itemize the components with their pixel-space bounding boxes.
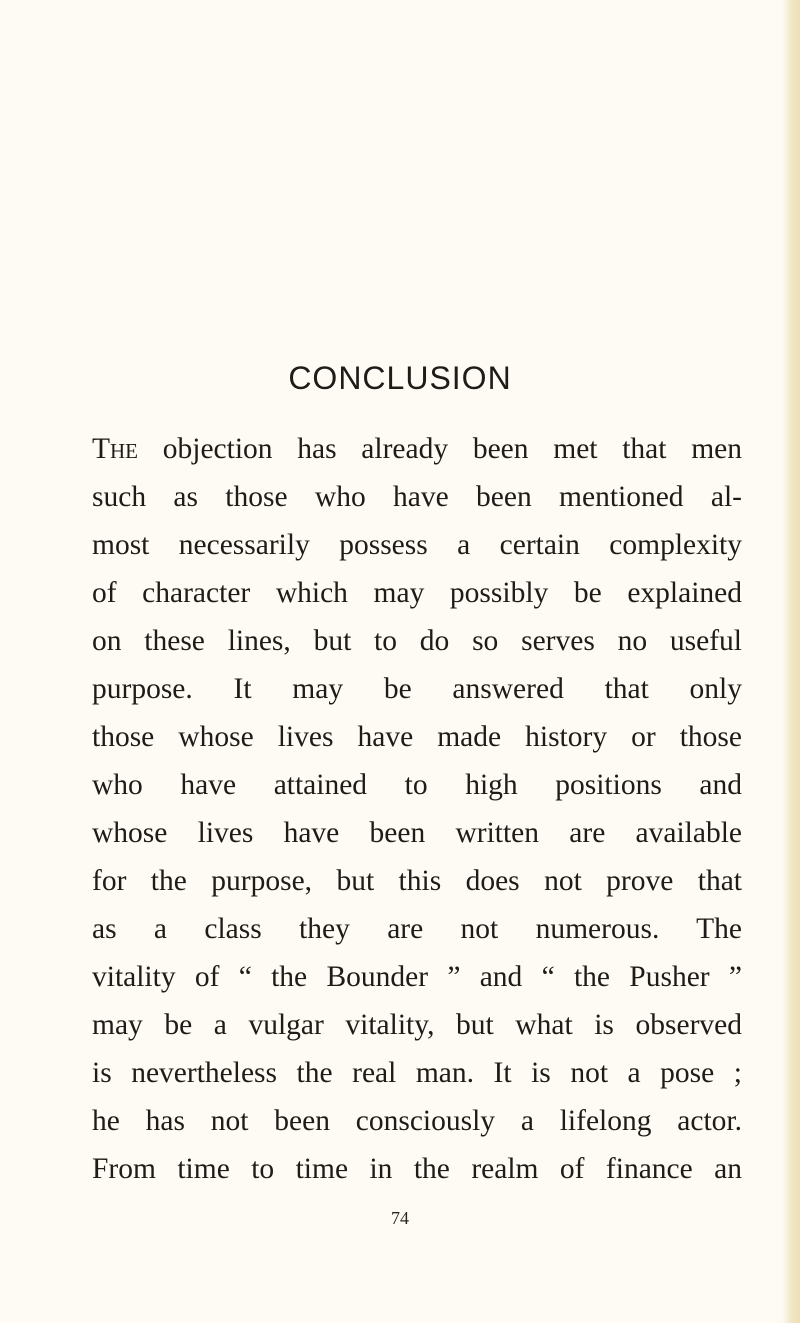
page-number: 74 bbox=[391, 1208, 409, 1228]
text-line: vitality of “ the Bounder ” and “ the Pusher ” bbox=[92, 961, 742, 993]
text-line: who have attained to high positions and bbox=[92, 769, 742, 801]
text-line: purpose. It may be answered that only bbox=[92, 673, 742, 705]
body-text bbox=[92, 425, 742, 1193]
text-line: is nevertheless the real man. It is not a pose ; bbox=[92, 1057, 742, 1089]
text-line: From time to time in the realm of finance an bbox=[92, 1153, 742, 1185]
text-line: he has not been consciously a lifelong actor. bbox=[92, 1105, 742, 1137]
text-line: on these lines, but to do so serves no useful bbox=[92, 625, 742, 657]
opening-word: The bbox=[92, 433, 139, 465]
text-line: may be a vulgar vitality, but what is observed bbox=[92, 1009, 742, 1041]
text-line: as a class they are not numerous. The bbox=[92, 913, 742, 945]
text-line: whose lives have been written are available bbox=[92, 817, 742, 849]
page-edge bbox=[782, 0, 800, 1323]
text-line: those whose lives have made history or those bbox=[92, 721, 742, 753]
chapter-heading: CONCLUSION bbox=[288, 360, 512, 396]
text-line: of character which may possibly be explained bbox=[92, 577, 742, 609]
text-line: The objection has already been met that men bbox=[92, 433, 742, 465]
text-line: for the purpose, but this does not prove that bbox=[92, 865, 742, 897]
text-line: such as those who have been mentioned al- bbox=[92, 481, 742, 513]
text-line: most necessarily possess a certain complexity bbox=[92, 529, 742, 561]
